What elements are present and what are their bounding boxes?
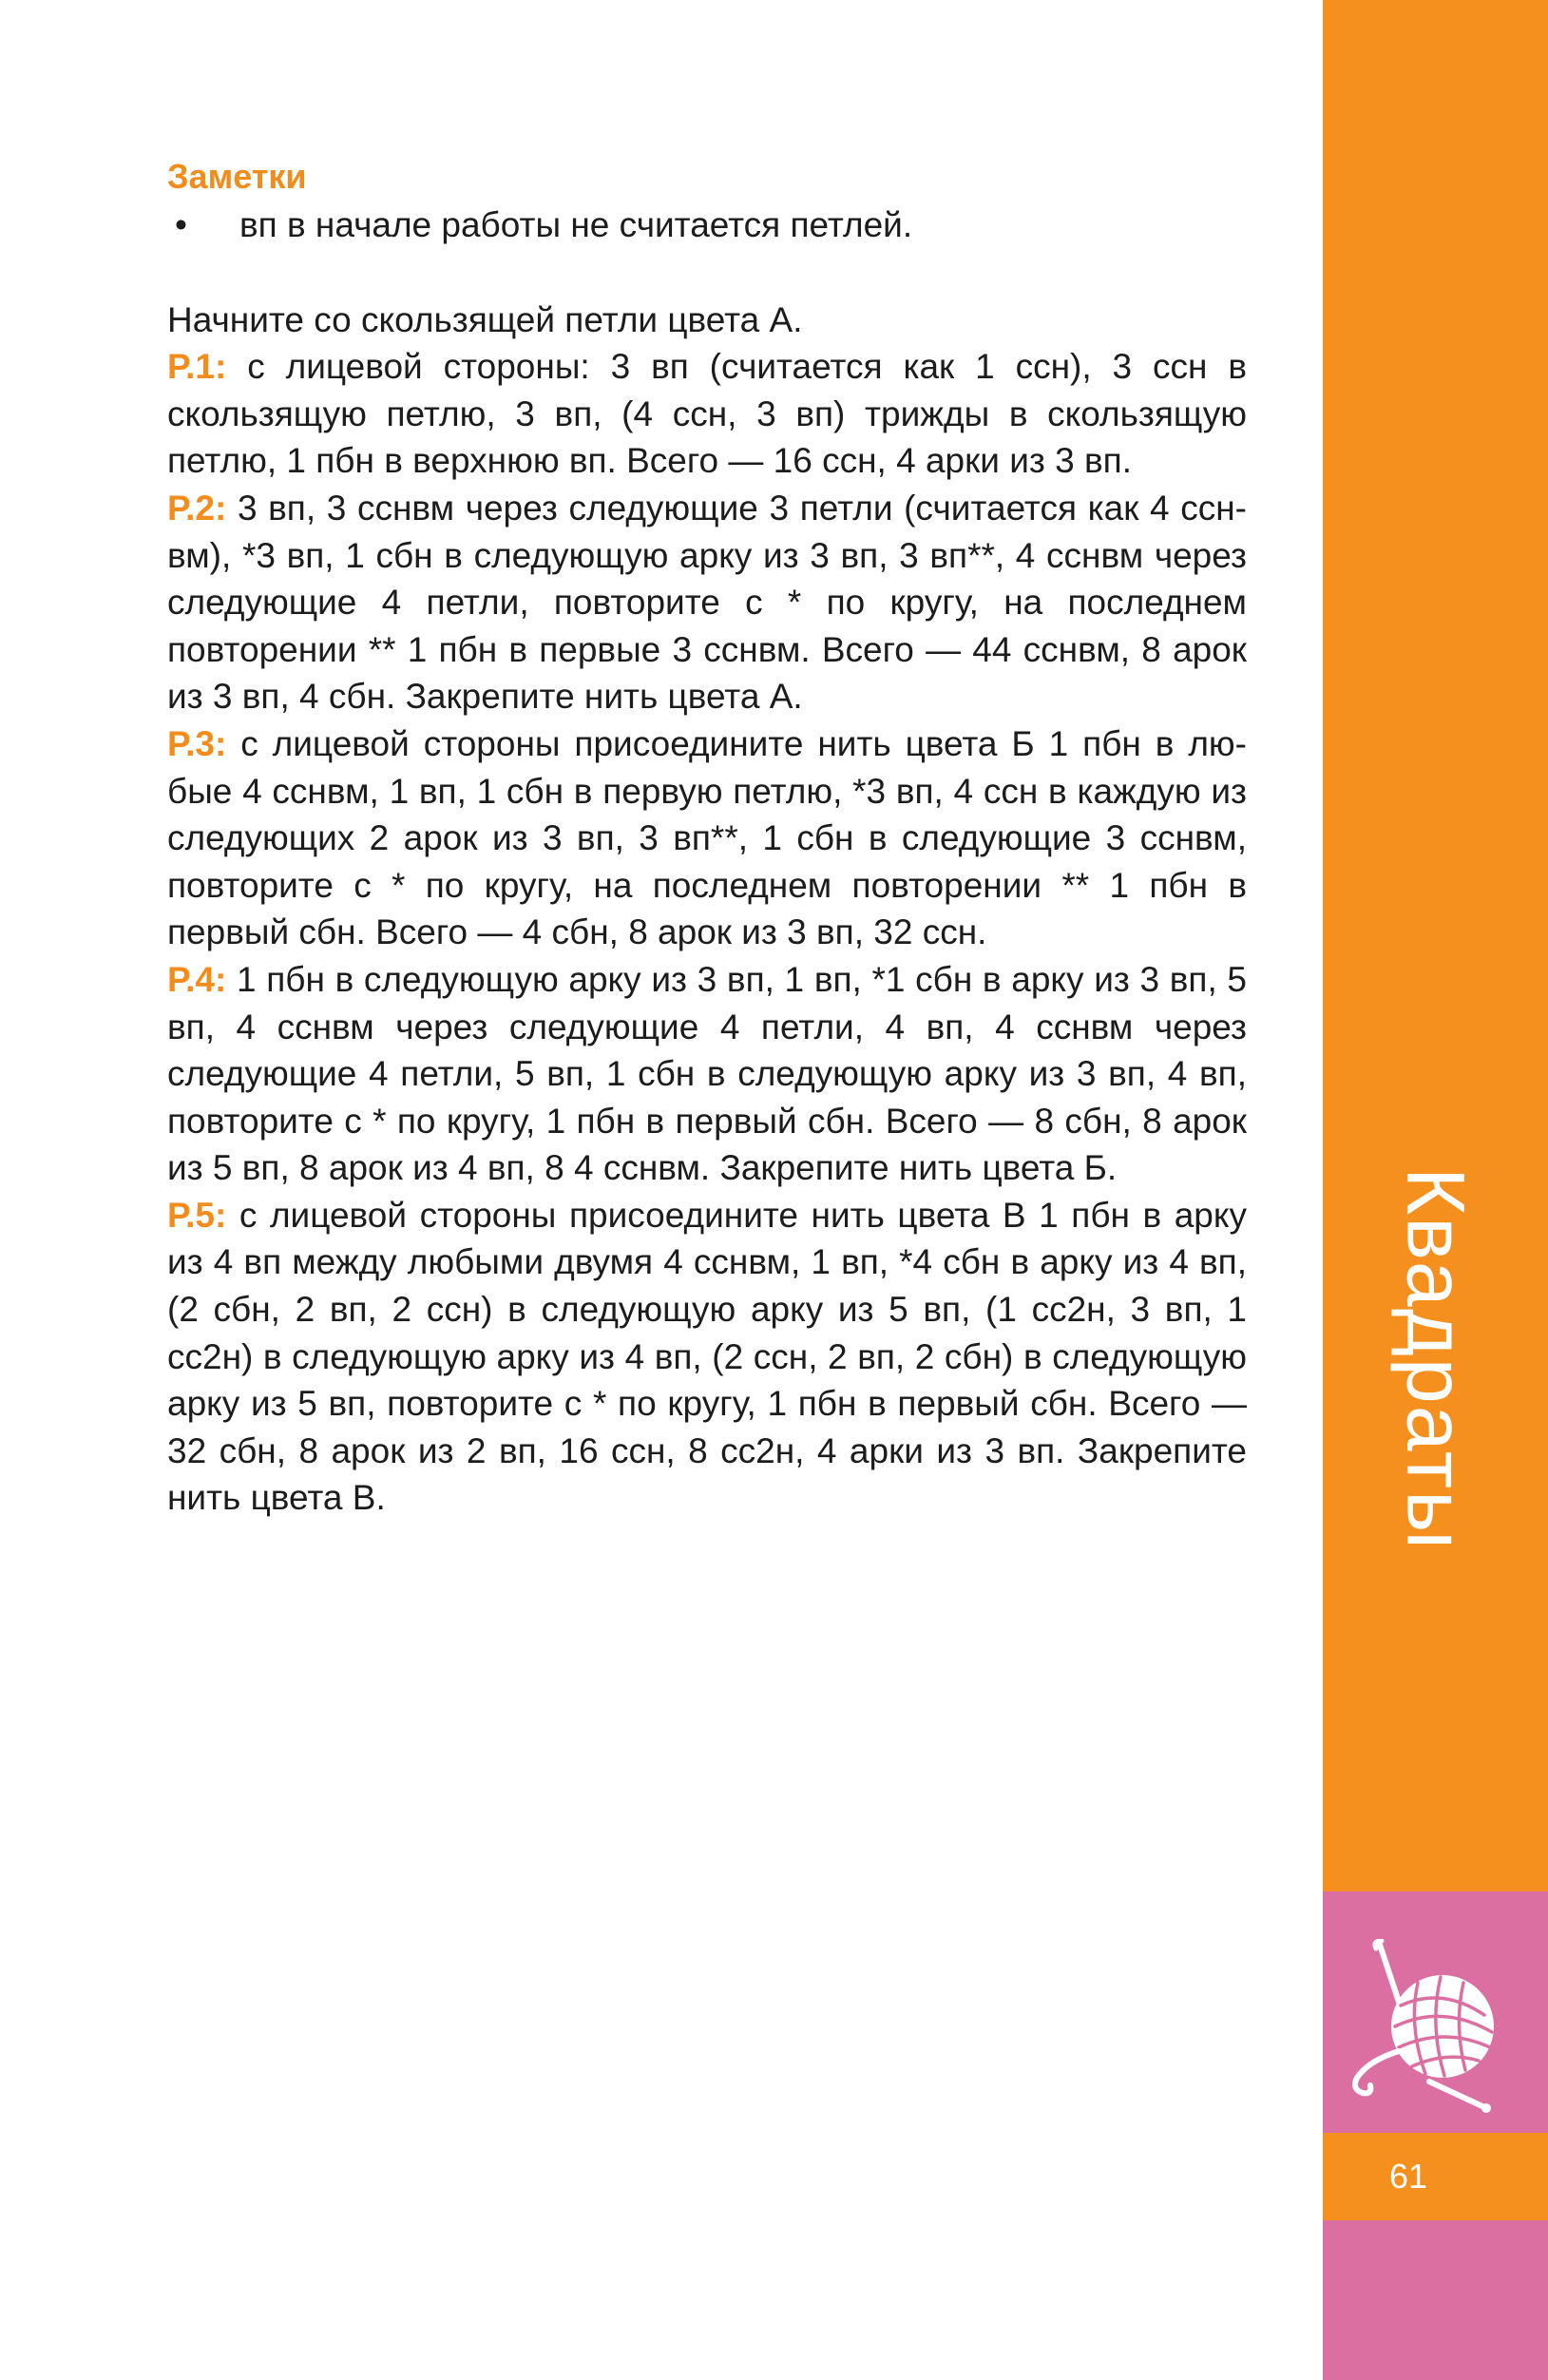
row-3-paragraph bbox=[167, 720, 1247, 956]
row-4-text: 1 пбн в следующую арку из 3 вп, 1 вп, *1 сбн в арку из 3 вп, 5 вп, 4 сснвм через следующие 4 петли, 4 вп, 4 сснвм через следующие 4 петли, 5 вп, 1 сбн в следующую арку из 3 вп, 4 вп, повторите с * по кругу, 1 пбн в первый сбн. Всего — 8 сбн, 8 арок из 5 вп, 8 арок из 4 вп, 8 4 сснвм. Закрепите нить цвета Б. bbox=[167, 959, 1247, 1188]
page-content bbox=[167, 154, 1247, 1522]
yarn-ball-icon bbox=[1338, 1939, 1519, 2115]
row-1-label: Р.1: bbox=[167, 347, 227, 387]
notes-heading: Заметки bbox=[167, 157, 307, 196]
row-4-paragraph bbox=[167, 956, 1247, 1192]
strip-orange-top bbox=[1323, 0, 1548, 1891]
row-1-text: с лицевой стороны: 3 вп (считается как 1 ссн), 3 ссн в скользящую петлю, 3 вп, (4 ссн, 3 вп) трижды в скользящую петлю, 1 пбн в верхнюю вп. Всего — 16 ссн, 4 арки из 3 вп. bbox=[167, 347, 1247, 481]
section-title: Квадраты bbox=[1389, 1167, 1481, 1551]
intro-paragraph: Начните со скользящей петли цвета А. bbox=[167, 299, 803, 339]
row-5-paragraph bbox=[167, 1192, 1247, 1522]
row-1-paragraph bbox=[167, 343, 1247, 485]
row-3-text: с лицевой стороны присоедините нить цвета Б 1 пбн в любые 4 сснвм, 1 вп, 1 сбн в первую петлю, *3 вп, 4 ссн в каждую из следующих 2 арок из 3 вп, 3 вп**, 1 сбн в следующие 3 сснвм, повторите с * по кругу, на последнем повторении ** 1 пбн в первый сбн. Всего — 4 сбн, 8 арок из 3 вп, 32 ссн. bbox=[167, 723, 1247, 952]
notes-bullet-item bbox=[167, 202, 1247, 249]
row-2-label: Р.2: bbox=[167, 488, 227, 528]
row-2-paragraph bbox=[167, 485, 1247, 720]
strip-pink-bottom bbox=[1323, 2220, 1548, 2380]
row-5-label: Р.5: bbox=[167, 1195, 227, 1235]
notes-bullet-text: вп в начале работы не считается петлей. bbox=[239, 205, 913, 244]
row-4-label: Р.4: bbox=[167, 959, 227, 999]
bullet-mark: • bbox=[175, 205, 187, 244]
row-5-text: с лицевой стороны присоедините нить цвета В 1 пбн в арку из 4 вп между любыми двумя 4 сснвм, 1 вп, *4 сбн в арку из 4 вп, (2 сбн, 2 вп, 2 ссн) в следующую арку из 5 вп, (1 сс2н, 3 вп, 1 сс2н) в следующую арку из 4 вп, (2 ссн, 2 вп, 2 сбн) в следующую арку из 5 вп, повторите с * по кругу, 1 пбн в первый сбн. Всего — 32 сбн, 8 арок из 2 вп, 16 ссн, 8 сс2н, 4 арки из 3 вп. Закрепите нить цвета В. bbox=[167, 1195, 1247, 1518]
row-3-label: Р.3: bbox=[167, 723, 227, 763]
side-strip bbox=[1323, 0, 1548, 2380]
page-number: 61 bbox=[1388, 2157, 1427, 2196]
row-2-text: 3 вп, 3 сснвм через следующие 3 петли (считается как 4 сснвм), *3 вп, 1 сбн в следующую арку из 3 вп, 3 вп**, 4 сснвм через следующие 4 петли, повторите с * по кругу, на последнем повторении ** 1 пбн в первые 3 сснвм. Всего — 44 сснвм, 8 арок из 3 вп, 4 сбн. Закрепите нить цвета А. bbox=[167, 488, 1247, 717]
